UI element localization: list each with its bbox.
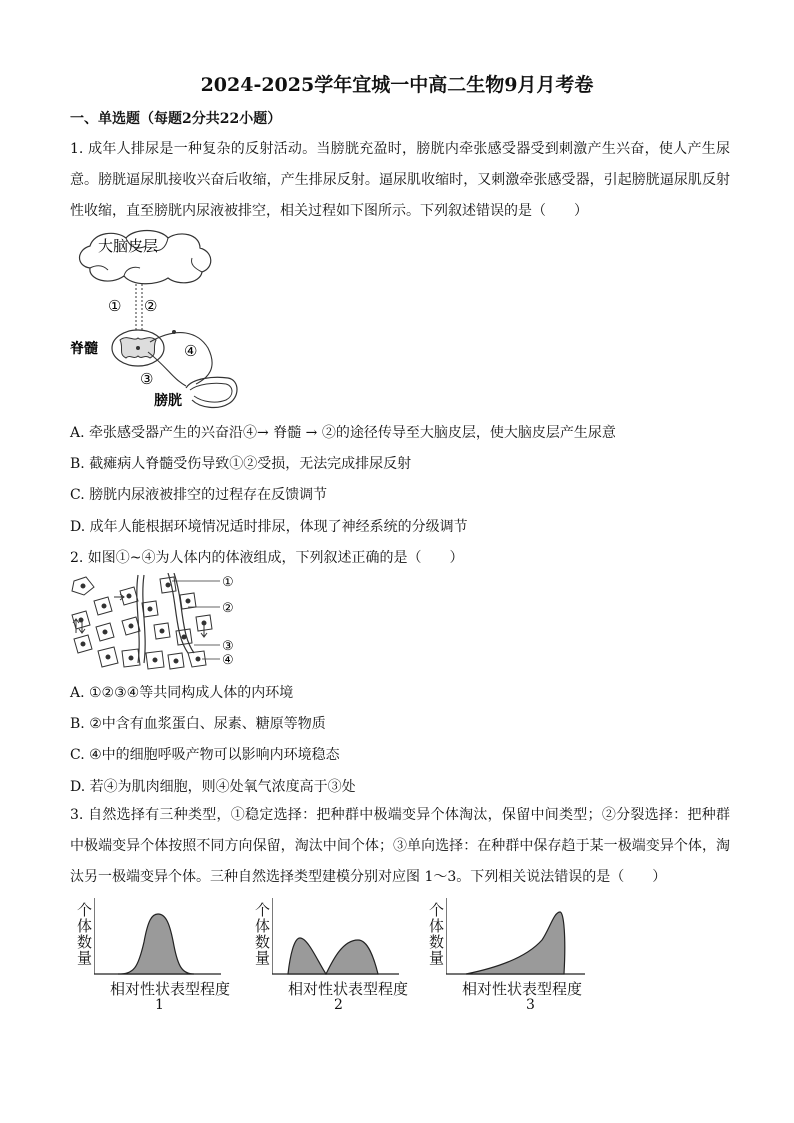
chart-1-ylabel: 个体数量 [75, 902, 93, 966]
pathway-4-label: ④ [184, 342, 198, 360]
q1-option-c: C. 膀胱内尿液被排空的过程存在反馈调节 [70, 487, 328, 503]
bladder-label: 膀胱 [154, 393, 182, 409]
pathway-3-label: ③ [140, 370, 154, 388]
chart-3-directional-selection [446, 898, 586, 976]
fluid-3-label: ③ [222, 639, 234, 654]
fluid-4-label: ④ [222, 653, 234, 668]
chart-1-number: 1 [155, 997, 164, 1013]
q1-option-b: B. 截瘫病人脊髓受伤导致①②受损，无法完成排尿反射 [70, 456, 412, 472]
page-title: 2024-2025学年宜城一中高二生物9月月考卷 [200, 74, 594, 96]
chart-2-xlabel: 相对性状表型程度 [288, 980, 409, 998]
q2-option-b: B. ②中含有血浆蛋白、尿素、糖原等物质 [70, 716, 326, 732]
body-fluid-diagram [68, 573, 248, 673]
q2-option-c: C. ④中的细胞呼吸产物可以影响内环境稳态 [70, 747, 340, 763]
q1-option-a: A. 牵张感受器产生的兴奋沿④→ 脊髓 → ②的途径传导至大脑皮层，使大脑皮层产生尿意 [70, 425, 616, 441]
chart-3-ylabel: 个体数量 [427, 902, 445, 966]
chart-3-number: 3 [526, 997, 535, 1013]
pathway-2-label: ② [144, 297, 158, 315]
chart-2-disruptive-selection [272, 898, 400, 976]
q2-option-d: D. 若④为肌肉细胞，则④处氧气浓度高于③处 [70, 779, 356, 795]
fluid-2-label: ② [222, 601, 234, 616]
urination-reflex-diagram [68, 228, 248, 413]
question-3-text: 3. 自然选择有三种类型，①稳定选择：把种群中极端变异个体淘汰，保留中间类型；②分裂选择：把种群中极端变异个体按照不同方向保留，淘汰中间个体；③单向选择：在种群中保存趋于某一极端变异个体，淘汰另一极端变异个体。三种自然选择类型建模分别对应图 1～3。下列相关说法错误的是（ ） [70, 807, 730, 885]
fluid-1-label: ① [222, 575, 234, 590]
chart-3-xlabel: 相对性状表型程度 [462, 980, 583, 998]
chart-2-ylabel: 个体数量 [253, 902, 271, 966]
q1-option-d: D. 成年人能根据环境情况适时排尿，体现了神经系统的分级调节 [70, 519, 468, 535]
chart-2-number: 2 [334, 997, 343, 1013]
chart-1-stabilizing-selection [94, 898, 222, 976]
question-2-text: 2. 如图①~④为人体内的体液组成，下列叙述正确的是（ ） [70, 550, 464, 566]
pathway-1-label: ① [108, 297, 122, 315]
section-heading: 一、单选题（每题2分共22小题） [70, 111, 282, 127]
brain-label: 大脑皮层 [98, 237, 159, 255]
chart-1-xlabel: 相对性状表型程度 [110, 980, 231, 998]
spinal-label: 脊髓 [70, 341, 98, 357]
q2-option-a: A. ①②③④等共同构成人体的内环境 [70, 685, 294, 701]
question-1-text: 1. 成年人排尿是一种复杂的反射活动。当膀胱充盈时，膀胱内牵张感受器受到刺激产生兴奋，使人产生尿意。膀胱逼尿肌接收兴奋后收缩，产生排尿反射。逼尿肌收缩时，又刺激牵张感受器，引起膀胱逼尿肌反射性收缩，直至膀胱内尿液被排空，相关过程如下图所示。下列叙述错误的是（ ） [70, 141, 730, 219]
